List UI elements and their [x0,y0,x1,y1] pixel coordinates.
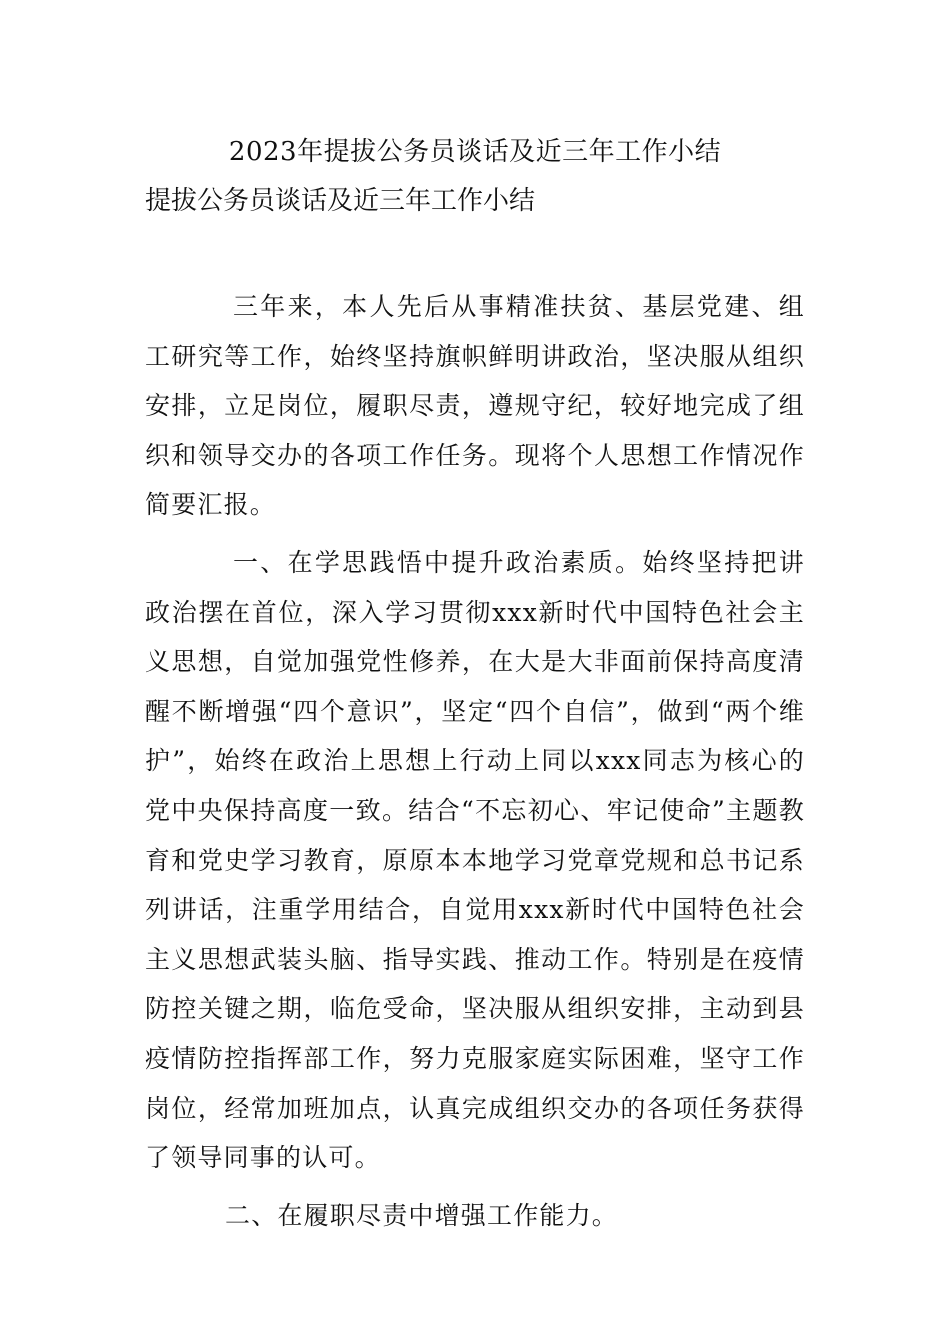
paragraph-intro: 三年来，本人先后从事精准扶贫、基层党建、组工研究等工作，始终坚持旗帜鲜明讲政治，坚决服从组织安排，立足岗位，履职尽责，遵规守纪，较好地完成了组织和领导交办的各项工作任务。现将个人思想工作情况作简要汇报。 [145,292,805,520]
paragraph-section-one: 一、在学思践悟中提升政治素质。始终坚持把讲政治摆在首位，深入学习贯彻xxx新时代中国特色社会主义思想，自觉加强党性修养，在大是大非面前保持高度清醒不断增强“四个意识”，坚定“四个自信”，做到“两个维护”，始终在政治上思想上行动上同以xxx同志为核心的党中央保持高度一致。结合“不忘初心、牢记使命”主题教育和党史学习教育，原原本本地学习党章党规和总书记系列讲话，注重学用结合，自觉用xxx新时代中国特色社会主义思想武装头脑、指导实践、推动工作。特别是在疫情防控关键之期，临危受命，坚决服从组织安排，主动到县疫情防控指挥部工作，努力克服家庭实际困难，坚守工作岗位，经常加班加点，认真完成组织交办的各项任务获得了领导同事的认可。 [145,547,805,1173]
document-title: 2023年提拔公务员谈话及近三年工作小结 [228,137,722,167]
document-subtitle: 提拔公务员谈话及近三年工作小结 [145,186,536,216]
document-body [145,282,805,1240]
paragraph-section-two-heading: 二、在履职尽责中增强工作能力。 [225,1200,619,1230]
